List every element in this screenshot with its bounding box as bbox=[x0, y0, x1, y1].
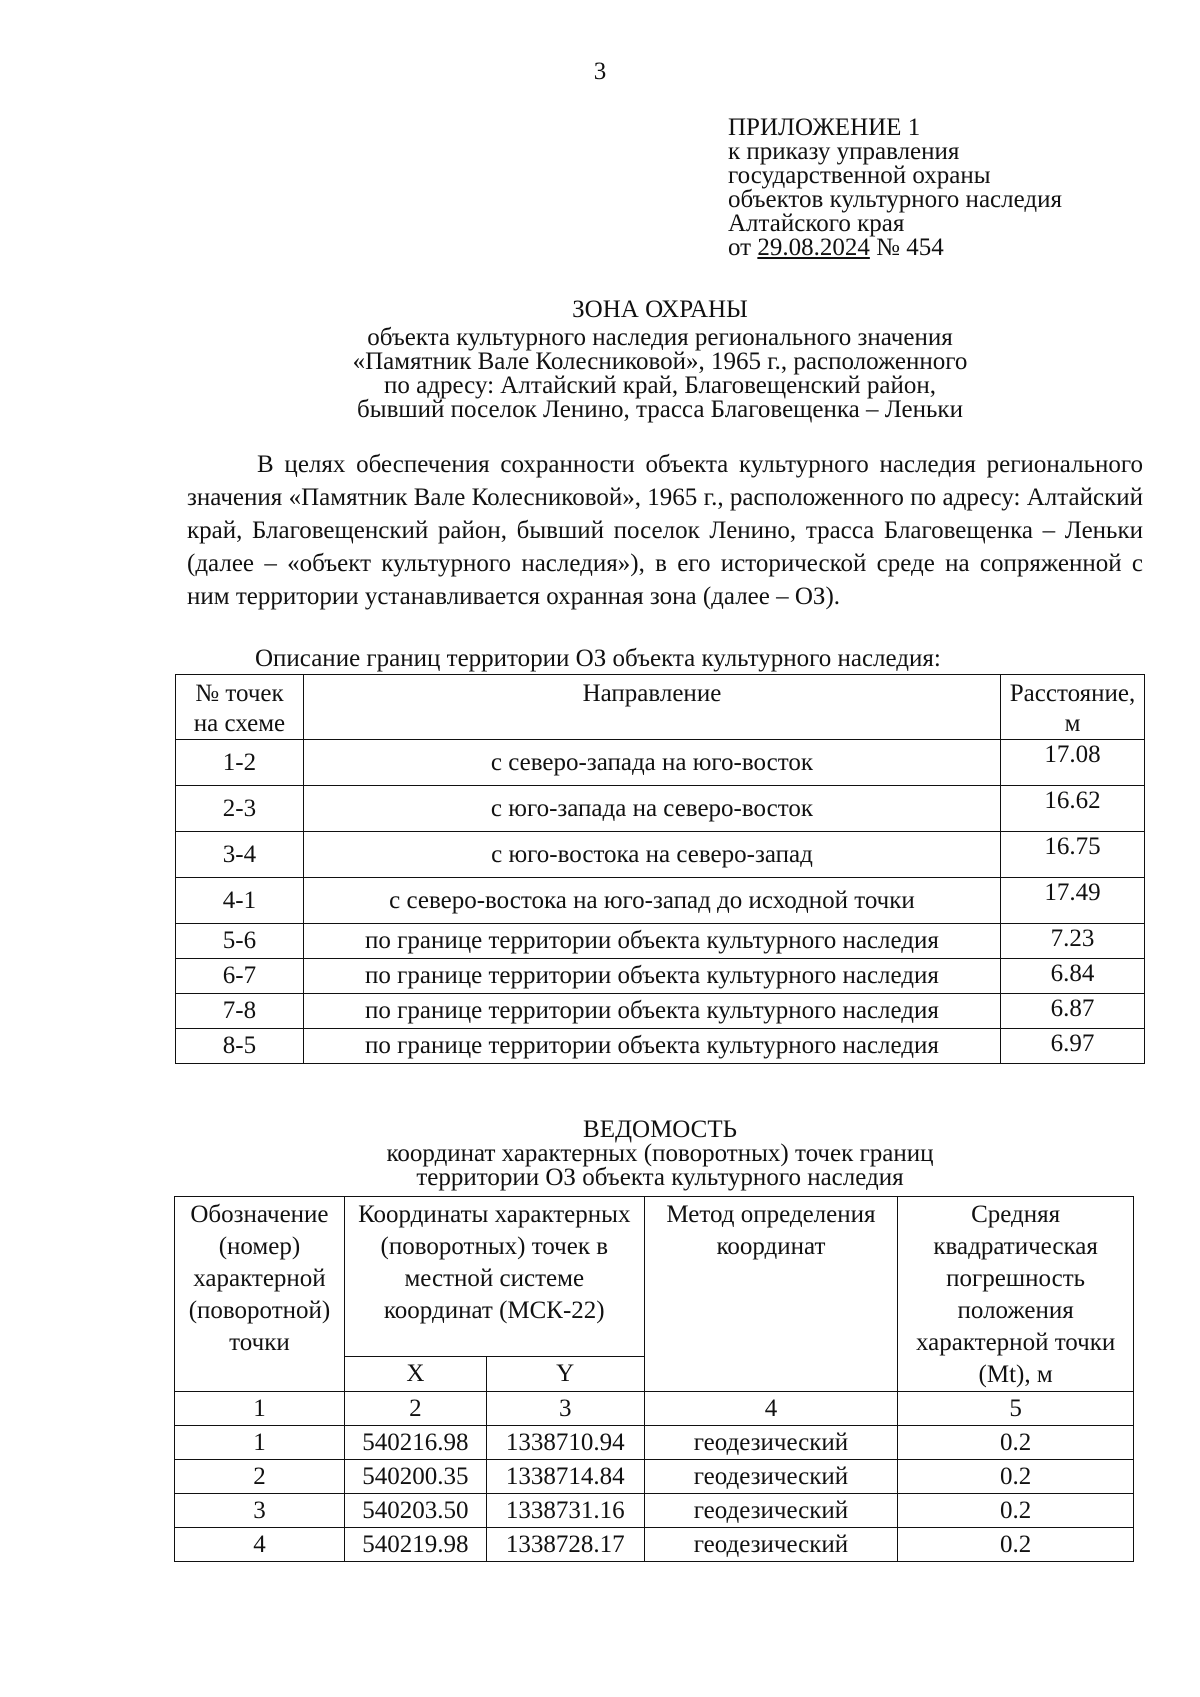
points-cell: 8-5 bbox=[176, 1029, 304, 1064]
distance-cell: 17.08 bbox=[1001, 740, 1145, 786]
distance-cell: 16.75 bbox=[1001, 832, 1145, 878]
column-number: 2 bbox=[344, 1392, 486, 1426]
points-cell: 3-4 bbox=[176, 832, 304, 878]
table-row bbox=[176, 786, 1145, 832]
order-number: № 454 bbox=[876, 234, 944, 261]
table-row bbox=[175, 1494, 1134, 1528]
x-cell: 540219.98 bbox=[344, 1528, 486, 1562]
table-row bbox=[176, 740, 1145, 786]
point-cell: 2 bbox=[175, 1460, 345, 1494]
vedomost-subtitle-line: территории ОЗ объекта культурного наследия bbox=[416, 1164, 904, 1191]
boundary-table-caption: Описание границ территории ОЗ объекта культурного наследия: bbox=[255, 645, 941, 672]
distance-cell: 6.87 bbox=[1001, 994, 1145, 1029]
table-row bbox=[175, 1528, 1134, 1562]
error-cell: 0.2 bbox=[898, 1426, 1134, 1460]
date-prefix: от bbox=[728, 234, 752, 261]
table-row bbox=[176, 994, 1145, 1029]
appendix-line: государственной охраны bbox=[728, 162, 991, 189]
direction-cell: с юго-запада на северо-восток bbox=[303, 786, 1000, 832]
table-header-row bbox=[176, 675, 1145, 740]
column-number: 3 bbox=[486, 1392, 644, 1426]
distance-cell: 17.49 bbox=[1001, 878, 1145, 924]
header-coordinates: Координаты характерных (поворотных) точек в местной системе координат (МСК-22) bbox=[344, 1197, 644, 1357]
table-row bbox=[175, 1460, 1134, 1494]
zone-subtitle-line: бывший поселок Ленино, трасса Благовещенка – Леньки bbox=[357, 396, 963, 423]
header-x: X bbox=[344, 1357, 486, 1392]
method-cell: геодезический bbox=[644, 1426, 898, 1460]
points-cell: 4-1 bbox=[176, 878, 304, 924]
error-cell: 0.2 bbox=[898, 1460, 1134, 1494]
direction-cell: по границе территории объекта культурного наследия bbox=[303, 959, 1000, 994]
column-number-row bbox=[175, 1392, 1134, 1426]
table-row bbox=[176, 1029, 1145, 1064]
direction-cell: по границе территории объекта культурного наследия bbox=[303, 924, 1000, 959]
direction-cell: по границе территории объекта культурного наследия bbox=[303, 994, 1000, 1029]
method-cell: геодезический bbox=[644, 1460, 898, 1494]
zone-subtitle-line: по адресу: Алтайский край, Благовещенский район, bbox=[384, 372, 936, 399]
error-cell: 0.2 bbox=[898, 1494, 1134, 1528]
intro-paragraph: В целях обеспечения сохранности объекта культурного наследия регионального значения «Памятник Вале Колесниковой», 1965 г., расположенного по адресу: Алтайский край, Благовещенский район, бывший поселок Ленино, трасса Благовещенка – Леньки (далее – «объект культурного наследия»), в его исторической среде на сопряженной с ним территории устанавливается охранная зона (далее – ОЗ). bbox=[187, 451, 1143, 610]
appendix-line: к приказу управления bbox=[728, 138, 960, 165]
header-points: № точек на схеме bbox=[176, 675, 304, 740]
zone-subtitle-line: «Памятник Вале Колесниковой», 1965 г., расположенного bbox=[352, 348, 968, 375]
points-cell: 6-7 bbox=[176, 959, 304, 994]
vedomost-subtitle-line: координат характерных (поворотных) точек границ bbox=[386, 1140, 934, 1167]
points-cell: 1-2 bbox=[176, 740, 304, 786]
y-cell: 1338710.94 bbox=[486, 1426, 644, 1460]
boundary-table bbox=[175, 674, 1145, 1064]
distance-cell: 6.84 bbox=[1001, 959, 1145, 994]
table-row bbox=[176, 959, 1145, 994]
appendix-date-line bbox=[728, 236, 1062, 260]
distance-cell: 16.62 bbox=[1001, 786, 1145, 832]
appendix-title: ПРИЛОЖЕНИЕ 1 bbox=[728, 114, 921, 141]
header-designation: Обозначение (номер) характерной (поворотной) точки bbox=[175, 1197, 345, 1392]
y-cell: 1338728.17 bbox=[486, 1528, 644, 1562]
table-row bbox=[175, 1426, 1134, 1460]
vedomost-title: ВЕДОМОСТЬ bbox=[583, 1116, 737, 1143]
points-cell: 5-6 bbox=[176, 924, 304, 959]
point-cell: 4 bbox=[175, 1528, 345, 1562]
table-row bbox=[176, 924, 1145, 959]
table-row bbox=[176, 878, 1145, 924]
points-cell: 7-8 bbox=[176, 994, 304, 1029]
page-number: 3 bbox=[593, 58, 607, 85]
header-distance: Расстояние, м bbox=[1001, 675, 1145, 740]
error-cell: 0.2 bbox=[898, 1528, 1134, 1562]
header-method: Метод определения координат bbox=[644, 1197, 898, 1392]
zone-title-block bbox=[140, 298, 1180, 422]
direction-cell: с северо-запада на юго-восток bbox=[303, 740, 1000, 786]
coordinates-table bbox=[174, 1196, 1134, 1562]
y-cell: 1338714.84 bbox=[486, 1460, 644, 1494]
direction-cell: по границе территории объекта культурного наследия bbox=[303, 1029, 1000, 1064]
column-number: 1 bbox=[175, 1392, 345, 1426]
direction-cell: с юго-востока на северо-запад bbox=[303, 832, 1000, 878]
y-cell: 1338731.16 bbox=[486, 1494, 644, 1528]
vedomost-title-block bbox=[140, 1118, 1180, 1190]
appendix-line: объектов культурного наследия bbox=[728, 186, 1062, 213]
header-error: Средняя квадратическая погрешность положения характерной точки (Mt), м bbox=[898, 1197, 1134, 1392]
appendix-block bbox=[728, 116, 1062, 260]
header-y: Y bbox=[486, 1357, 644, 1392]
table-row bbox=[176, 832, 1145, 878]
x-cell: 540216.98 bbox=[344, 1426, 486, 1460]
method-cell: геодезический bbox=[644, 1528, 898, 1562]
column-number: 4 bbox=[644, 1392, 898, 1426]
table-header-row bbox=[175, 1197, 1134, 1357]
header-direction: Направление bbox=[303, 675, 1000, 740]
zone-subtitle-line: объекта культурного наследия регионального значения bbox=[367, 324, 953, 351]
direction-cell: с северо-востока на юго-запад до исходной точки bbox=[303, 878, 1000, 924]
point-cell: 1 bbox=[175, 1426, 345, 1460]
zone-title: ЗОНА ОХРАНЫ bbox=[572, 296, 748, 323]
order-date: 29.08.2024 bbox=[757, 234, 870, 261]
point-cell: 3 bbox=[175, 1494, 345, 1528]
method-cell: геодезический bbox=[644, 1494, 898, 1528]
column-number: 5 bbox=[898, 1392, 1134, 1426]
x-cell: 540203.50 bbox=[344, 1494, 486, 1528]
distance-cell: 6.97 bbox=[1001, 1029, 1145, 1064]
x-cell: 540200.35 bbox=[344, 1460, 486, 1494]
appendix-line: Алтайского края bbox=[728, 210, 905, 237]
distance-cell: 7.23 bbox=[1001, 924, 1145, 959]
points-cell: 2-3 bbox=[176, 786, 304, 832]
